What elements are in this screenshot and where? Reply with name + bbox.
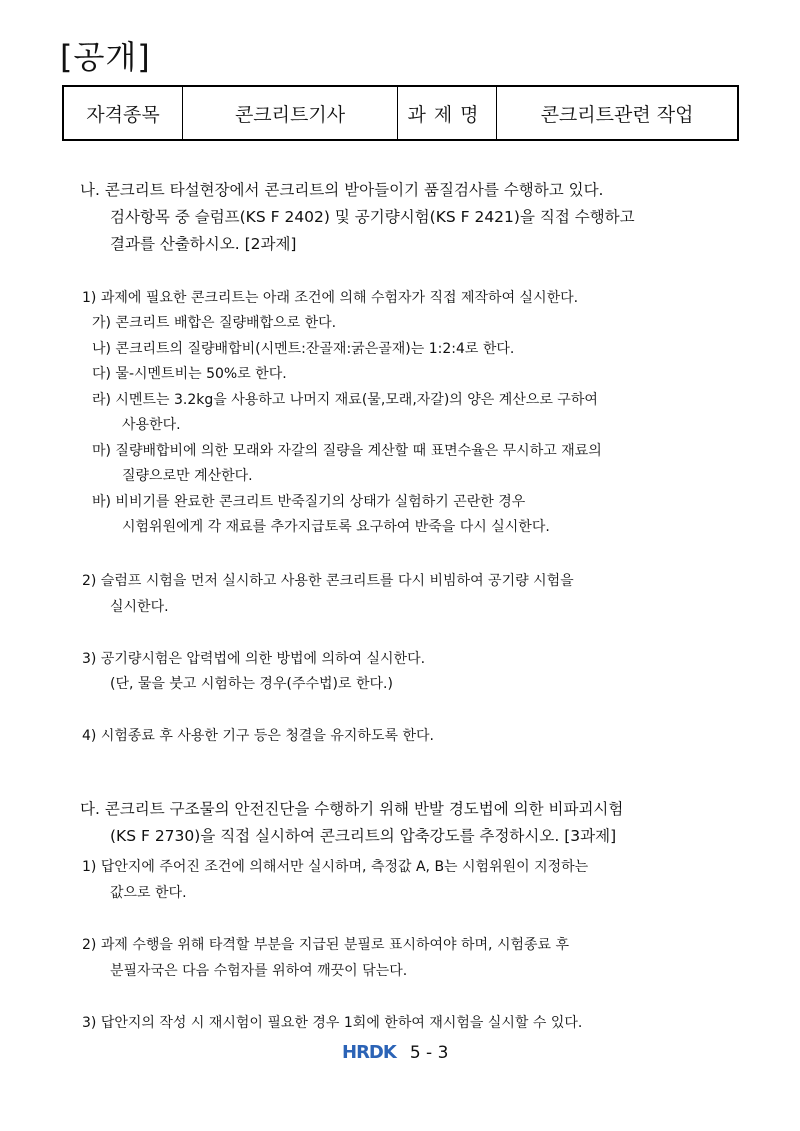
- text-line: (KS F 2730)을 직접 실시하여 콘크리트의 압축강도를 추정하시오. [3과제]: [110, 827, 617, 845]
- header-label-qualification: 자격종목: [63, 86, 183, 140]
- text-line: 3) 공기량시험은 압력법에 의한 방법에 의하여 실시한다.: [82, 651, 426, 667]
- text-line: 검사항목 중 슬럼프(KS F 2402) 및 공기량시험(KS F 2421)을 직접 수행하고: [110, 208, 635, 226]
- text-line: 바) 비비기를 완료한 콘크리트 반죽질기의 상태가 실험하기 곤란한 경우: [92, 494, 526, 510]
- text-line: 라) 시멘트는 3.2kg을 사용하고 나머지 재료(물,모래,자갈)의 양은 계산으로 구하여: [92, 392, 598, 408]
- text-line: (단, 물을 붓고 시험하는 경우(주수법)로 한다.): [110, 676, 393, 692]
- page-number: 5 - 3: [409, 1042, 449, 1063]
- hrdk-logo: HRDK: [342, 1042, 396, 1063]
- text-line: 3) 답안지의 작성 시 재시험이 필요한 경우 1회에 한하여 재시험을 실시할 수 있다.: [82, 1015, 583, 1031]
- text-line: 나) 콘크리트의 질량배합비(시멘트:잔골재:굵은골재)는 1:2:4로 한다.: [92, 341, 515, 357]
- text-line: 실시한다.: [110, 599, 169, 615]
- text-line: 결과를 산출하시오. [2과제]: [110, 235, 297, 253]
- text-line: 분필자국은 다음 수험자를 위하여 깨끗이 닦는다.: [110, 963, 408, 979]
- header-label-task: 과제명: [398, 86, 497, 140]
- text-line: 나. 콘크리트 타설현장에서 콘크리트의 받아들이기 품질검사를 수행하고 있다.: [80, 181, 604, 199]
- text-line: 시험위원에게 각 재료를 추가지급토록 요구하여 반죽을 다시 실시한다.: [122, 519, 550, 535]
- text-line: 2) 슬럼프 시험을 먼저 실시하고 사용한 콘크리트를 다시 비빔하여 공기량 시험을: [82, 573, 574, 589]
- text-line: 다. 콘크리트 구조물의 안전진단을 수행하기 위해 반발 경도법에 의한 비파괴시험: [80, 800, 624, 818]
- header-value-qualification: 콘크리트기사: [183, 86, 398, 140]
- text-line: 값으로 한다.: [110, 885, 187, 901]
- header-value-task: 콘크리트관련 작업: [497, 86, 739, 140]
- text-line: 사용한다.: [122, 417, 181, 433]
- page-footer: [342, 1042, 448, 1063]
- text-line: 2) 과제 수행을 위해 타격할 부분을 지급된 분필로 표시하여야 하며, 시험종료 후: [82, 937, 570, 953]
- text-line: 4) 시험종료 후 사용한 기구 등은 청결을 유지하도록 한다.: [82, 728, 434, 744]
- text-line: 마) 질량배합비에 의한 모래와 자갈의 질량을 계산할 때 표면수율은 무시하고 재료의: [92, 443, 602, 459]
- text-line: 다) 물-시멘트비는 50%로 한다.: [92, 366, 287, 382]
- classification-tag: [공개]: [60, 38, 151, 76]
- text-line: 1) 답안지에 주어진 조건에 의해서만 실시하며, 측정값 A, B는 시험위원이 지정하는: [82, 859, 589, 875]
- text-line: 1) 과제에 필요한 콘크리트는 아래 조건에 의해 수험자가 직접 제작하여 실시한다.: [82, 290, 579, 306]
- text-line: 가) 콘크리트 배합은 질량배합으로 한다.: [92, 315, 337, 331]
- header-table: [62, 85, 739, 141]
- text-line: 질량으로만 계산한다.: [122, 468, 253, 484]
